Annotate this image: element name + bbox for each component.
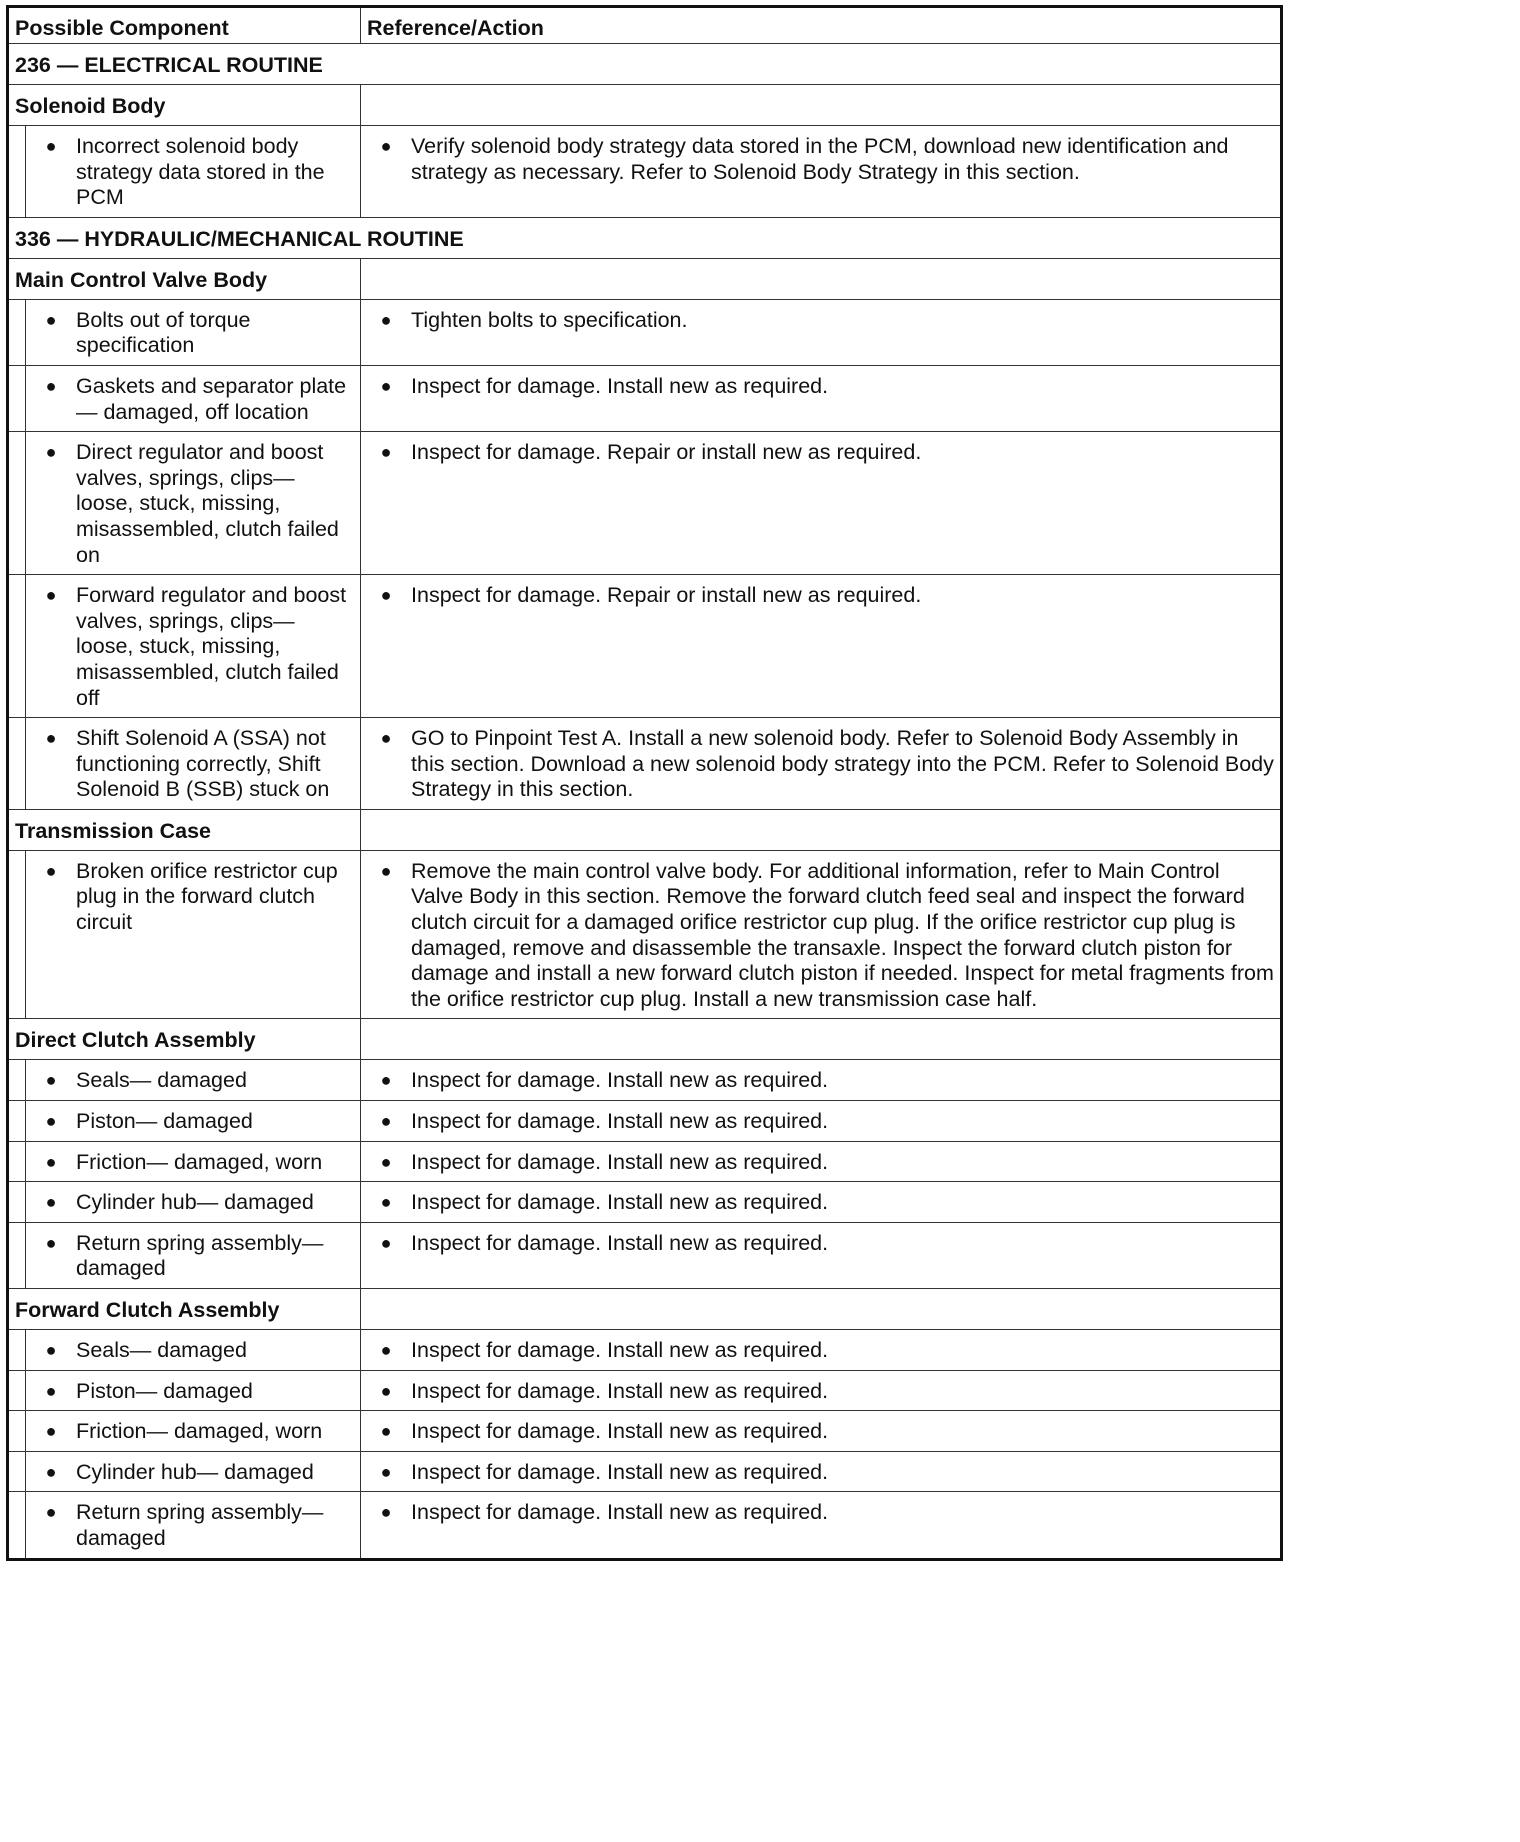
action-text: Inspect for damage. Install new as required. [411, 1378, 829, 1403]
action-text: GO to Pinpoint Test A. Install a new solenoid body. Refer to Solenoid Body Assembly in this section. Download a new solenoid body strategy into the PCM. Refer to Solenoid Body Strategy in this section. [411, 726, 1274, 802]
group-title: Direct Clutch Assembly [8, 1019, 361, 1060]
indent-cell [8, 575, 26, 718]
component-text: Cylinder hub— damaged [76, 1459, 314, 1484]
action-cell [361, 1060, 1282, 1101]
bullet-icon: ● [45, 1111, 57, 1132]
action-text: Inspect for damage. Install new as required. [411, 1500, 829, 1525]
action-bullet-line [361, 1231, 1274, 1257]
indent-cell [8, 299, 26, 365]
component-cell [26, 365, 361, 431]
component-text: Incorrect solenoid body strategy data stored in the PCM [76, 134, 325, 210]
component-cell [26, 299, 361, 365]
action-cell [361, 1370, 1282, 1411]
component-text: Forward regulator and boost valves, springs, clips— loose, stuck, missing, misassembled, clutch failed off [76, 583, 347, 710]
diagnosis-table [6, 5, 1283, 1561]
indent-cell [8, 1370, 26, 1411]
indent-cell [8, 1330, 26, 1371]
bullet-icon: ● [380, 1380, 392, 1401]
bullet-icon: ● [380, 1340, 392, 1360]
table-row [8, 365, 1282, 431]
bullet-icon: ● [45, 1502, 57, 1523]
action-bullet-line [361, 134, 1274, 185]
action-cell [361, 1330, 1282, 1371]
component-bullet-line [26, 1500, 354, 1551]
indent-cell [8, 1060, 26, 1101]
component-bullet-line [26, 726, 354, 803]
bullet-icon: ● [380, 1502, 392, 1523]
action-text: Inspect for damage. Install new as required. [411, 1419, 829, 1444]
action-cell [361, 432, 1282, 575]
action-bullet-line [361, 1500, 1274, 1526]
component-text: Seals— damaged [76, 1338, 247, 1362]
component-bullet-line [26, 1231, 354, 1282]
component-text: Bolts out of torque specification [76, 307, 251, 358]
indent-cell [8, 1182, 26, 1223]
action-cell [361, 1141, 1282, 1182]
group-row [8, 85, 1282, 126]
bullet-icon: ● [380, 860, 392, 881]
group-action-empty [361, 1289, 1282, 1330]
component-bullet-line [26, 1460, 354, 1486]
diagnosis-table-body [8, 7, 1282, 1560]
table-row [8, 1182, 1282, 1223]
action-cell [361, 1411, 1282, 1452]
bullet-icon: ● [380, 1111, 392, 1132]
bullet-icon: ● [45, 442, 57, 463]
component-bullet-line [26, 1150, 354, 1176]
component-cell [26, 575, 361, 718]
component-cell [26, 1330, 361, 1371]
component-bullet-line [26, 374, 354, 425]
component-text: Broken orifice restrictor cup plug in the forward clutch circuit [76, 858, 338, 935]
action-cell [361, 850, 1282, 1019]
indent-cell [8, 1492, 26, 1559]
bullet-icon: ● [45, 136, 57, 156]
action-bullet-line [361, 308, 1274, 334]
bullet-icon: ● [380, 309, 392, 330]
table-row [8, 1141, 1282, 1182]
header-possible-component: Possible Component [8, 7, 361, 44]
component-text: Gaskets and separator plate— damaged, off location [76, 373, 347, 424]
indent-cell [8, 1222, 26, 1288]
group-action-empty [361, 85, 1282, 126]
component-text: Return spring assembly— damaged [76, 1230, 324, 1281]
action-bullet-line [361, 1460, 1274, 1486]
action-text: Verify solenoid body strategy data stored in the PCM, download new identification and strategy as necessary. Refer to Solenoid Body Strategy in this section. [411, 134, 1229, 184]
action-bullet-line [361, 440, 1274, 466]
action-bullet-line [361, 374, 1274, 400]
component-bullet-line [26, 1109, 354, 1135]
table-header-row [8, 7, 1282, 44]
indent-cell [8, 1101, 26, 1142]
component-text: Seals— damaged [76, 1068, 247, 1093]
component-text: Cylinder hub— damaged [76, 1190, 314, 1215]
component-cell [26, 1222, 361, 1288]
indent-cell [8, 1141, 26, 1182]
action-cell [361, 1182, 1282, 1223]
bullet-icon: ● [45, 1232, 57, 1253]
action-text: Tighten bolts to specification. [411, 307, 688, 332]
table-row [8, 1411, 1282, 1452]
action-text: Remove the main control valve body. For additional information, refer to Main Control Valve Body in this section. Remove the forward clutch feed seal and inspect the forward clutch circuit for a damaged orifice restrictor cup plug. If the orifice restrictor cup plug is damaged, remove and disassemble the transaxle. Inspect the forward clutch piston for damage and install a new forward clutch piston if needed. Inspect for metal fragments from the orifice restrictor cup plug. Install a new transmission case half. [411, 858, 1274, 1011]
component-cell [26, 1451, 361, 1492]
table-row [8, 1222, 1282, 1288]
action-bullet-line [361, 1190, 1274, 1216]
group-action-empty [361, 1019, 1282, 1060]
group-title: Forward Clutch Assembly [8, 1289, 361, 1330]
bullet-icon: ● [45, 1151, 57, 1172]
bullet-icon: ● [45, 1380, 57, 1401]
group-action-empty [361, 258, 1282, 299]
table-row [8, 1370, 1282, 1411]
bullet-icon: ● [45, 1461, 57, 1482]
component-cell [26, 1060, 361, 1101]
bullet-icon: ● [380, 375, 392, 396]
action-bullet-line [361, 1068, 1274, 1094]
action-text: Inspect for damage. Repair or install new as required. [411, 440, 922, 465]
bullet-icon: ● [380, 442, 392, 463]
action-text: Inspect for damage. Install new as required. [411, 1149, 829, 1174]
bullet-icon: ● [380, 1070, 392, 1091]
action-text: Inspect for damage. Install new as required. [411, 373, 829, 398]
action-bullet-line [361, 1379, 1274, 1405]
bullet-icon: ● [380, 728, 392, 749]
table-row [8, 1330, 1282, 1371]
group-row [8, 1019, 1282, 1060]
table-row [8, 299, 1282, 365]
group-title: Solenoid Body [8, 85, 361, 126]
component-text: Return spring assembly— damaged [76, 1500, 324, 1550]
action-text: Inspect for damage. Install new as required. [411, 1190, 829, 1215]
group-title: Transmission Case [8, 809, 361, 850]
group-title: Main Control Valve Body [8, 258, 361, 299]
component-text: Friction— damaged, worn [76, 1419, 323, 1444]
indent-cell [8, 126, 26, 218]
component-cell [26, 1411, 361, 1452]
table-row [8, 1101, 1282, 1142]
component-bullet-line [26, 134, 354, 211]
bullet-icon: ● [45, 375, 57, 396]
action-text: Inspect for damage. Repair or install new as required. [411, 583, 922, 608]
group-row [8, 809, 1282, 850]
bullet-icon: ● [45, 860, 57, 881]
table-row [8, 432, 1282, 575]
table-row [8, 1060, 1282, 1101]
component-cell [26, 1182, 361, 1223]
action-text: Inspect for damage. Install new as required. [411, 1338, 829, 1362]
action-text: Inspect for damage. Install new as required. [411, 1068, 829, 1093]
component-text: Piston— damaged [76, 1378, 253, 1403]
component-cell [26, 126, 361, 218]
indent-cell [8, 718, 26, 810]
component-text: Direct regulator and boost valves, springs, clips— loose, stuck, missing, misassembled, clutch failed on [76, 440, 339, 567]
table-row [8, 1492, 1282, 1559]
component-bullet-line [26, 1190, 354, 1216]
bullet-icon: ● [380, 1461, 392, 1482]
bullet-icon: ● [380, 1421, 392, 1442]
component-bullet-line [26, 1419, 354, 1445]
component-bullet-line [26, 1068, 354, 1094]
bullet-icon: ● [380, 1232, 392, 1253]
routine-row [8, 44, 1282, 85]
component-bullet-line [26, 1379, 354, 1405]
routine-row [8, 217, 1282, 258]
component-cell [26, 1141, 361, 1182]
action-cell [361, 1101, 1282, 1142]
action-bullet-line [361, 583, 1274, 609]
component-bullet-line [26, 440, 354, 568]
action-cell [361, 365, 1282, 431]
bullet-icon: ● [45, 585, 57, 606]
component-text: Friction— damaged, worn [76, 1149, 323, 1174]
component-bullet-line [26, 859, 354, 936]
action-cell [361, 126, 1282, 218]
group-row [8, 258, 1282, 299]
bullet-icon: ● [380, 136, 392, 156]
component-cell [26, 432, 361, 575]
component-bullet-line [26, 1338, 354, 1364]
action-cell [361, 1451, 1282, 1492]
action-bullet-line [361, 1150, 1274, 1176]
bullet-icon: ● [380, 1192, 392, 1213]
indent-cell [8, 1451, 26, 1492]
bullet-icon: ● [380, 1151, 392, 1172]
bullet-icon: ● [380, 585, 392, 606]
table-row [8, 850, 1282, 1019]
component-cell [26, 1492, 361, 1559]
table-row [8, 126, 1282, 218]
action-bullet-line [361, 859, 1274, 1013]
action-text: Inspect for damage. Install new as required. [411, 1109, 829, 1134]
bullet-icon: ● [45, 1421, 57, 1442]
action-bullet-line [361, 726, 1274, 803]
action-bullet-line [361, 1419, 1274, 1445]
bullet-icon: ● [45, 728, 57, 749]
bullet-icon: ● [45, 1340, 57, 1360]
component-cell [26, 718, 361, 810]
action-text: Inspect for damage. Install new as required. [411, 1230, 829, 1255]
component-cell [26, 1101, 361, 1142]
component-text: Piston— damaged [76, 1109, 253, 1134]
action-bullet-line [361, 1338, 1274, 1364]
component-cell [26, 1370, 361, 1411]
action-cell [361, 299, 1282, 365]
bullet-icon: ● [45, 1192, 57, 1213]
action-bullet-line [361, 1109, 1274, 1135]
component-bullet-line [26, 308, 354, 359]
action-cell [361, 575, 1282, 718]
routine-title: 236 — ELECTRICAL ROUTINE [8, 44, 1282, 85]
action-cell [361, 1492, 1282, 1559]
component-text: Shift Solenoid A (SSA) not functioning correctly, Shift Solenoid B (SSB) stuck on [76, 726, 330, 802]
indent-cell [8, 432, 26, 575]
routine-title: 336 — HYDRAULIC/MECHANICAL ROUTINE [8, 217, 1282, 258]
group-row [8, 1289, 1282, 1330]
action-text: Inspect for damage. Install new as required. [411, 1459, 829, 1484]
group-action-empty [361, 809, 1282, 850]
table-row [8, 718, 1282, 810]
table-row [8, 575, 1282, 718]
bullet-icon: ● [45, 1070, 57, 1091]
bullet-icon: ● [45, 309, 57, 330]
indent-cell [8, 1411, 26, 1452]
action-cell [361, 718, 1282, 810]
action-cell [361, 1222, 1282, 1288]
header-reference-action: Reference/Action [361, 7, 1282, 44]
component-cell [26, 850, 361, 1019]
component-bullet-line [26, 583, 354, 711]
indent-cell [8, 365, 26, 431]
indent-cell [8, 850, 26, 1019]
table-row [8, 1451, 1282, 1492]
